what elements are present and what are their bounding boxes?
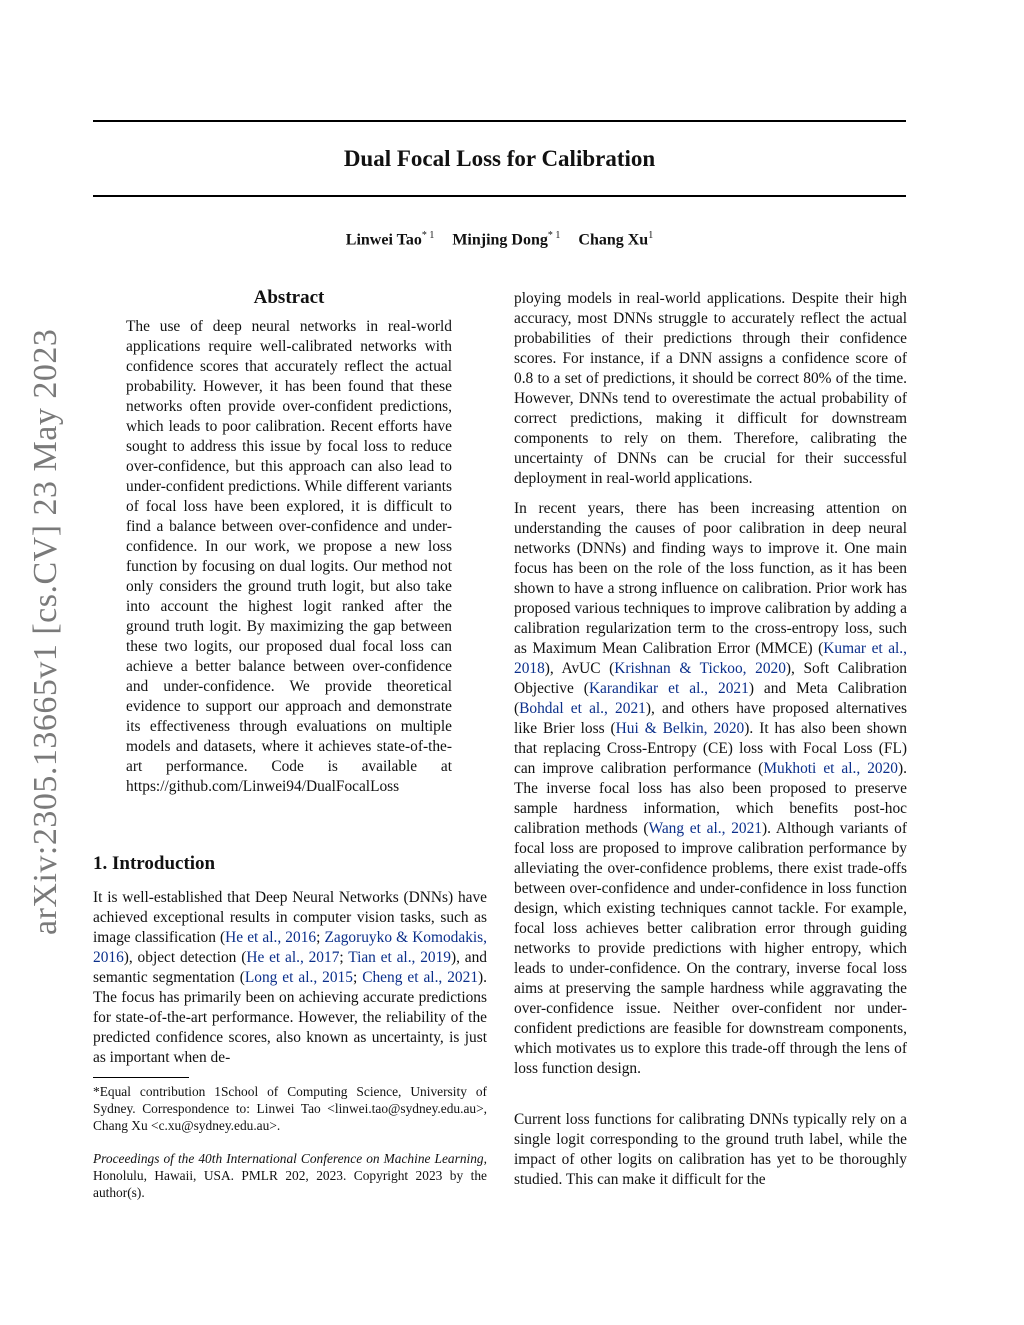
citation-link[interactable]: Kumar et al., 2018: [514, 640, 908, 677]
abstract-text: The use of deep neural networks in real-world applications require well-calibrated networks with confidence scores that accurately reflect the actual probability. However, it has been found that these networks often provide over-confident predictions, which leads to poor calibration. Recent efforts have sought to address this issue by focal loss to reduce over-confidence, but this approach can also lead to under-confident predictions. While different variants of focal loss have been explored, it is difficult to find a balance between over-confidence and under-confidence. In our work, we propose a new loss function by focusing on dual logits. Our method not only considers the ground truth logit, but also take into account the highest logit ranked after the ground truth logit. By maximizing the gap between these two logits, our proposed dual focal loss can achieve a better balance between over-confidence and under-confidence. We provide theoretical evidence to support our approach and demonstrate its effectiveness through evaluations on multiple models and datasets, where it achieves state-of-the-art performance. Code is available at https://github.com/Linwei94/DualFocalLoss: [126, 318, 452, 795]
text-run: ). The focus has primarily been on achieving accurate predictions for state-of-the-art performance. However, the reliability of the predicted confidence scores, also known as uncertainty, is just as important when de-: [93, 969, 487, 1066]
author-affiliation: * 1: [421, 230, 435, 241]
author-name: Minjing Dong: [452, 231, 548, 249]
citation-link[interactable]: Long et al., 2015: [244, 969, 353, 986]
abstract-heading: Abstract: [253, 287, 325, 308]
citation-link[interactable]: Krishnan & Tickoo, 2020: [614, 660, 786, 677]
section-heading-introduction: 1. Introduction: [93, 853, 216, 874]
text-run: ), and semantic segmentation (: [93, 949, 487, 986]
author-name: Chang Xu: [578, 231, 649, 249]
right-paragraph-continued: ploying models in real-world applications. Despite their high accuracy, most DNNs struggle to accurately reflect the actual probabilities of their predictions through their confidence scores. For instance, if a DNN assigns a confidence score of 0.8 to a set of predictions, it should be correct 80% of the time. However, DNNs tend to overestimate the actual probability of correct predictions, making it difficult for downstream components to rely on them. Therefore, calibrating the uncertainty of DNNs can be crucial for their successful deployment in real-world applications.: [514, 290, 907, 487]
citation-link[interactable]: Zagoruyko & Komodakis, 2016: [93, 929, 488, 966]
text-run: ), object detection (: [123, 949, 247, 966]
citation-link[interactable]: He et al., 2016: [225, 929, 317, 946]
text-run: ;: [316, 929, 325, 946]
arxiv-side-label: arXiv:2305.13665v1 [cs.CV] 23 May 2023: [27, 328, 64, 935]
intro-paragraph: [93, 888, 487, 1068]
text-run: ), Soft Calibration Objective (: [514, 660, 908, 697]
citation-link[interactable]: Tian et al., 2019: [348, 949, 451, 966]
title-rule-top: [93, 120, 906, 122]
citation-link[interactable]: Cheng et al., 2021: [362, 969, 479, 986]
title-rule-bottom: [93, 195, 906, 197]
citation-link[interactable]: Karandikar et al., 2021: [588, 680, 749, 697]
text-run: ) and Meta Calibration (: [514, 680, 907, 717]
text-run: ), and others have proposed alternatives like Brier loss (: [514, 700, 907, 737]
text-run: ). It has also been shown that replacing Cross-Entropy (CE) loss with Focal Loss (FL) can improve calibration performance (: [514, 720, 907, 777]
citation-link[interactable]: Mukhoti et al., 2020: [763, 760, 898, 777]
author-affiliation: 1: [648, 230, 654, 241]
author-affiliation: * 1: [547, 230, 561, 241]
citation-link[interactable]: Hui & Belkin, 2020: [615, 720, 745, 737]
text-run: ;: [339, 949, 349, 966]
text-run: It is well-established that Deep Neural Networks (DNNs) have achieved exceptional results in computer vision tasks, such as image classification (: [93, 889, 487, 946]
citation-link[interactable]: Bohdal et al., 2021: [519, 700, 646, 717]
right-paragraph-current-loss: Current loss functions for calibrating DNNs typically rely on a single logit corresponding to the ground truth label, while the impact of other logits on calibration has yet to be thoroughly studied. This can make it difficult for the: [514, 1111, 907, 1188]
text-run: ). The inverse focal loss has also been proposed to preserve sample hardness information, which benefits post-hoc calibration methods (: [514, 760, 907, 837]
text-run: ), AvUC (: [544, 660, 615, 677]
author-name: Linwei Tao: [345, 231, 422, 249]
right-paragraph-related-work: [514, 499, 907, 1079]
text-run: In recent years, there has been increasing attention on understanding the causes of poor calibration in deep neural networks (DNNs) and finding ways to improve it. One main focus has been on the role of the loss function, as it has been shown to have a strong influence on calibration. Prior work has proposed various techniques to improve calibration by adding a calibration regularization term to the cross-entropy loss, such as Maximum Mean Calibration Error (MMCE) (: [514, 500, 907, 657]
paper-title: Dual Focal Loss for Calibration: [343, 146, 656, 171]
proceedings-details: , Honolulu, Hawaii, USA. PMLR 202, 2023. Copyright 2023 by the author(s).: [93, 1151, 487, 1200]
footnote-text: *Equal contribution 1School of Computing Science, University of Sydney. Correspondence to: Linwei Tao <linwei.tao@sydney.edu.au>, Chang Xu <c.xu@sydney.edu.au>.: [93, 1084, 487, 1133]
text-run: ;: [352, 969, 363, 986]
footnote-rule: [93, 1077, 189, 1078]
citation-link[interactable]: He et al., 2017: [246, 949, 340, 966]
text-run: ). Although variants of focal loss are proposed to improve calibration performance by alleviating the over-confidence problems, there exist trade-offs between over-confidence and under-confidence in loss function design, which existing techniques cannot tackle. For example, focal loss achieves better calibration error through guiding networks to provide predictions with higher entropy, which leads to under-confidence. On the contrary, inverse focal loss aims at preserving the sample hardness while aggravating the over-confidence issue. Neither over-confident nor under-confident predictions are feasible for downstream components, which motivates us to explore this trade-off through the lens of loss function design.: [514, 820, 907, 1077]
proceedings-note: [93, 1150, 487, 1201]
proceedings-title: Proceedings of the 40th International Conference on Machine Learning: [93, 1151, 484, 1166]
citation-link[interactable]: Wang et al., 2021: [648, 820, 762, 837]
author-list: [93, 230, 906, 249]
